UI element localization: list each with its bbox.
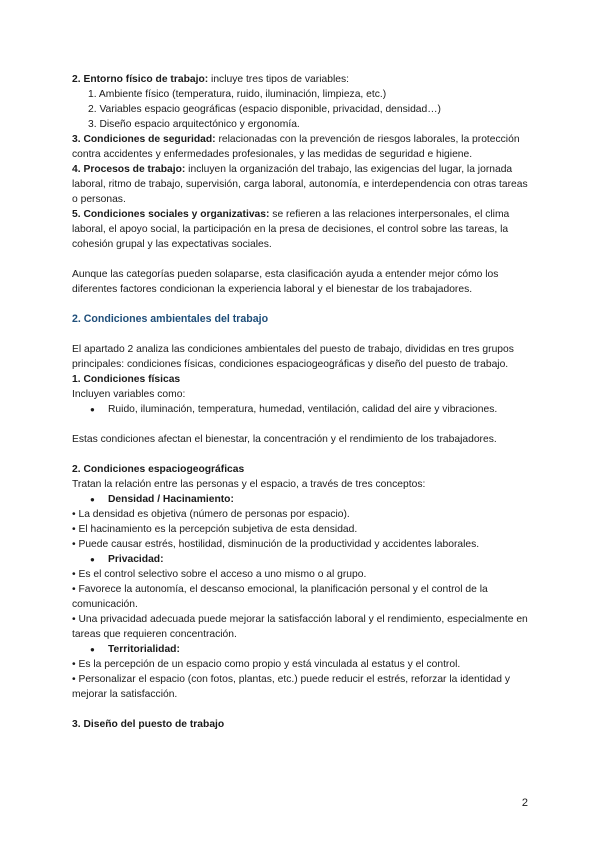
page-content xyxy=(72,72,528,732)
espacio-title xyxy=(72,462,528,477)
summary-paragraph: Aunque las categorías pueden solaparse, esta clasificación ayuda a entender mejor cómo los diferentes factores condicionan la experiencia laboral y el bienestar de los trabajadores. xyxy=(72,269,499,295)
list-item: • Personalizar el espacio (con fotos, plantas, etc.) puede reducir el estrés, reforzar la identidad y mejorar la satisfacción. xyxy=(72,674,511,700)
list-item: • Es la percepción de un espacio como propio y está vinculada al estatus y el control. xyxy=(72,659,461,670)
list-item: 3. Diseño espacio arquitectónico y ergonomía. xyxy=(88,119,300,130)
factor-item-5-text: se refieren a las relaciones interpersonales, el clima laboral, el apoyo social, la participación en la presa de decisiones, el control sobre las tareas, la cohesión grupal y las expectativas sociales. xyxy=(72,209,510,250)
espacio-intro: Tratan la relación entre las personas y el espacio, a través de tres conceptos: xyxy=(72,479,426,490)
page-number: 2 xyxy=(521,797,528,809)
factor-item-3 xyxy=(72,132,528,162)
list-item: • El hacinamiento es la percepción subjetiva de esta densidad. xyxy=(72,524,358,535)
section-2-intro: El apartado 2 analiza las condiciones ambientales del puesto de trabajo, divididas en tres grupos principales: condiciones físicas, condiciones espaciogeográficas y diseño del puesto de trabajo. xyxy=(72,344,514,370)
list-item: • Favorece la autonomía, el descanso emocional, la planificación personal y el control de la comunicación. xyxy=(72,584,488,610)
factor-item-4 xyxy=(72,162,528,207)
list-item: • Una privacidad adecuada puede mejorar la satisfacción laboral y el rendimiento, especialmente en tareas que requieren concentración. xyxy=(72,614,528,640)
list-item: • Puede causar estrés, hostilidad, disminución de la productividad y accidentes laborales. xyxy=(72,539,480,550)
factor-item-5 xyxy=(72,207,528,252)
factor-item-2-title: 2. Entorno físico de trabajo: xyxy=(72,74,209,85)
factor-item-2 xyxy=(72,72,528,87)
fisicas-bullet-list xyxy=(72,402,528,417)
fisicas-closing: Estas condiciones afectan el bienestar, la concentración y el rendimiento de los trabajadores. xyxy=(72,434,497,445)
factor-item-3-title: 3. Condiciones de seguridad: xyxy=(72,134,216,145)
list-item: 2. Variables espacio geográficas (espacio disponible, privacidad, densidad…) xyxy=(88,104,441,115)
fisicas-intro: Incluyen variables como: xyxy=(72,389,186,400)
section-2-heading: 2. Condiciones ambientales del trabajo xyxy=(72,313,269,325)
factor-item-2-list xyxy=(72,87,528,132)
list-item: 1. Ambiente físico (temperatura, ruido, iluminación, limpieza, etc.) xyxy=(88,89,387,100)
densidad-title: ● Densidad / Hacinamiento: xyxy=(72,492,528,507)
list-item: • La densidad es objetiva (número de personas por espacio). xyxy=(72,509,350,520)
privacidad-title: ● Privacidad: xyxy=(72,552,528,567)
list-item: ● Ruido, iluminación, temperatura, humedad, ventilación, calidad del aire y vibraciones. xyxy=(72,402,528,417)
diseno-title-text: 3. Diseño del puesto de trabajo xyxy=(72,719,225,730)
factor-item-5-title: 5. Condiciones sociales y organizativas: xyxy=(72,209,270,220)
factor-item-4-text: incluyen la organización del trabajo, las exigencias del lugar, la jornada laboral, ritmo de trabajo, supervisión, carga laboral, autonomía, e interdependencia con otras tareas o personas. xyxy=(72,164,528,205)
factor-item-2-text: incluye tres tipos de variables: xyxy=(208,74,349,85)
territorialidad-title: ● Territorialidad: xyxy=(72,642,528,657)
diseno-title xyxy=(72,717,528,732)
espacio-title-text: 2. Condiciones espaciogeográficas xyxy=(72,464,245,475)
fisicas-title-text: 1. Condiciones físicas xyxy=(72,374,181,385)
factor-item-3-text: relacionadas con la prevención de riesgos laborales, la protección contra accidentes y enfermedades profesionales, y las medidas de seguridad e higiene. xyxy=(72,134,520,160)
list-item: • Es el control selectivo sobre el acceso a uno mismo o al grupo. xyxy=(72,569,367,580)
fisicas-title xyxy=(72,372,528,387)
factor-item-4-title: 4. Procesos de trabajo: xyxy=(72,164,186,175)
